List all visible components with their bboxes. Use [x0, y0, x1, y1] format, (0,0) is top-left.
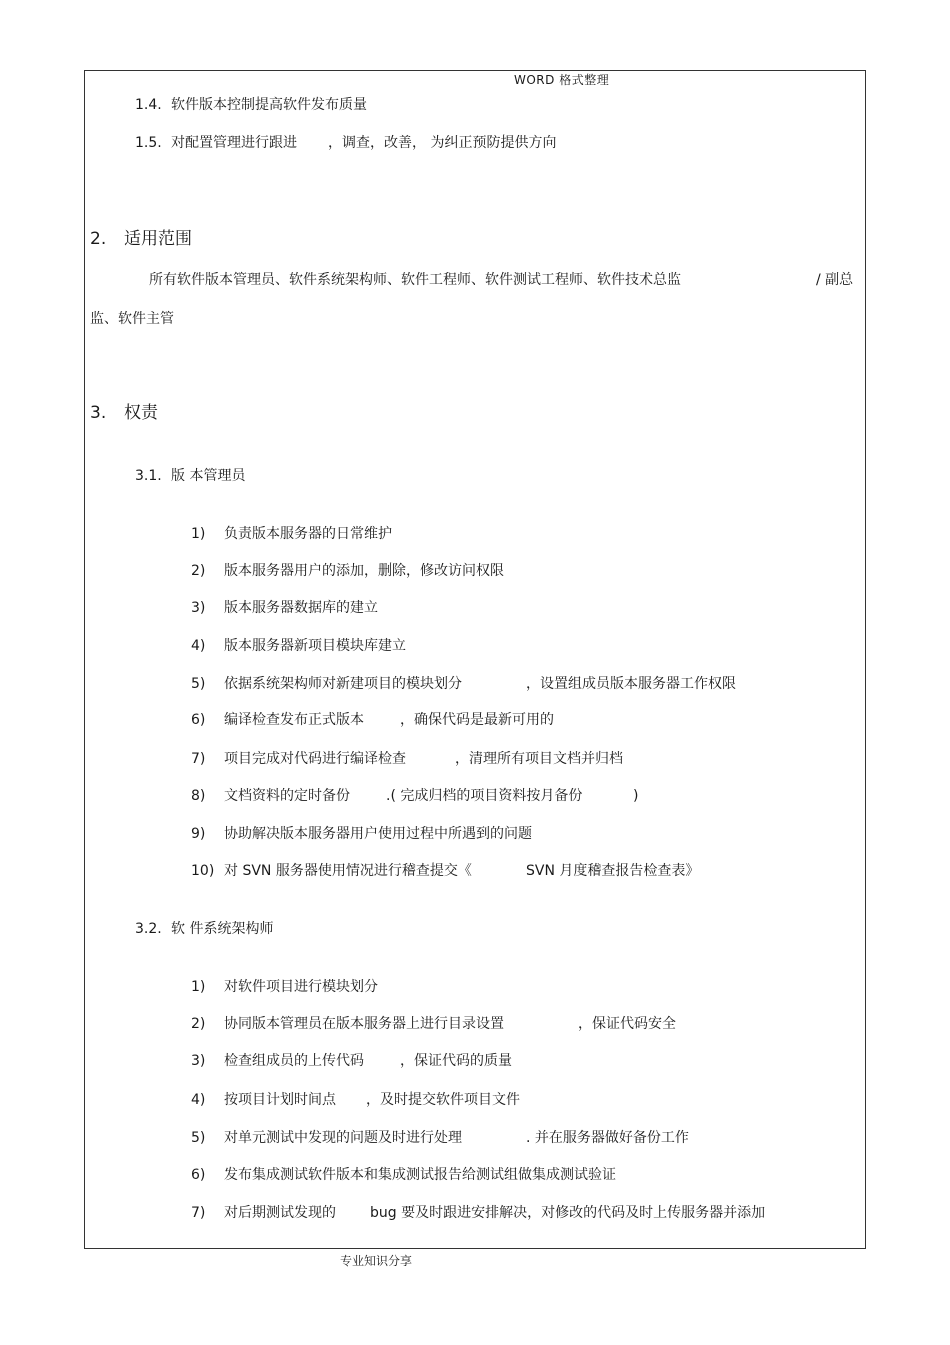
objective-text: 软件版本控制提高软件发布质量 — [171, 97, 367, 113]
list-item-number: 6) — [191, 1167, 206, 1183]
list-item-text-tail: ，设置组成员版本服务器工作权限 — [526, 676, 736, 692]
list-item-number: 1) — [191, 526, 206, 542]
objective-text-tail: ，调查，改善， 为纠正预防提供方向 — [328, 135, 557, 151]
list-item-text-tail: ，确保代码是最新可用的 — [400, 712, 554, 728]
list-item-text: 项目完成对代码进行编译检查 — [224, 751, 406, 767]
list-item-text-tail: ，保证代码安全 — [578, 1016, 676, 1032]
page-header: WORD 格式整理 — [514, 73, 610, 87]
subsection-number: 3.2. — [135, 921, 162, 937]
list-item-text: 协同版本管理员在版本服务器上进行目录设置 — [224, 1016, 504, 1032]
list-item-text: 负责版本服务器的日常维护 — [224, 526, 392, 542]
list-item-text: 版本服务器用户的添加，删除，修改访问权限 — [224, 563, 504, 579]
list-item-text: 依据系统架构师对新建项目的模块划分 — [224, 676, 462, 692]
list-item-text-tail: bug 要及时跟进安排解决，对修改的代码及时上传服务器并添加 — [370, 1205, 766, 1221]
page-footer: 专业知识分享 — [340, 1254, 413, 1268]
subsection-title: 软 件系统架构师 — [171, 921, 274, 937]
list-item-text: 发布集成测试软件版本和集成测试报告给测试组做集成测试验证 — [224, 1167, 616, 1183]
list-item-number: 4) — [191, 638, 206, 654]
list-item-text: 对软件项目进行模块划分 — [224, 979, 378, 995]
list-item-number: 3) — [191, 1053, 206, 1069]
list-item-text: 检查组成员的上传代码 — [224, 1053, 364, 1069]
scope-text-tail: / 副总 — [816, 272, 854, 288]
objective-text: 对配置管理进行跟进 — [171, 135, 297, 151]
list-item-number: 5) — [191, 676, 206, 692]
list-item-text: 对后期测试发现的 — [224, 1205, 336, 1221]
list-item-number: 7) — [191, 1205, 206, 1221]
list-item-number: 7) — [191, 751, 206, 767]
subsection-number: 3.1. — [135, 468, 162, 484]
list-item-text: 编译检查发布正式版本 — [224, 712, 364, 728]
list-item-text: 按项目计划时间点 — [224, 1092, 336, 1108]
section-title: 适用范围 — [124, 229, 192, 249]
list-item-text: 版本服务器数据库的建立 — [224, 600, 378, 616]
list-item-number: 1) — [191, 979, 206, 995]
subsection-title: 版 本管理员 — [171, 468, 246, 484]
list-item-number: 8) — [191, 788, 206, 804]
scope-text: 所有软件版本管理员、软件系统架构师、软件工程师、软件测试工程师、软件技术总监 — [149, 272, 681, 288]
list-item-number: 6) — [191, 712, 206, 728]
section-title: 权责 — [124, 403, 158, 423]
list-item-text: 协助解决版本服务器用户使用过程中所遇到的问题 — [224, 826, 532, 842]
list-item-number: 3) — [191, 600, 206, 616]
list-item-number: 5) — [191, 1130, 206, 1146]
list-item-text-tail: ，及时提交软件项目文件 — [366, 1092, 520, 1108]
list-item-text: 对单元测试中发现的问题及时进行处理 — [224, 1130, 462, 1146]
objective-number: 1.5. — [135, 135, 162, 151]
section-number: 2. — [90, 229, 107, 249]
list-item-number: 2) — [191, 563, 206, 579]
list-item-text-tail: ，清理所有项目文档并归档 — [455, 751, 623, 767]
list-item-text-tail: SVN 月度稽查报告检查表》 — [526, 863, 700, 879]
list-item-number: 10) — [191, 863, 215, 879]
list-item-text: 文档资料的定时备份 — [224, 788, 350, 804]
list-item-number: 4) — [191, 1092, 206, 1108]
list-item-text: 版本服务器新项目模块库建立 — [224, 638, 406, 654]
list-item-number: 2) — [191, 1016, 206, 1032]
list-item-text-tail-2: ) — [633, 788, 639, 804]
list-item-text-tail: .( 完成归档的项目资料按月备份 — [386, 788, 583, 804]
list-item-text: 对 SVN 服务器使用情况进行稽查提交《 — [224, 863, 472, 879]
list-item-text-tail: ，保证代码的质量 — [400, 1053, 512, 1069]
objective-number: 1.4. — [135, 97, 162, 113]
page-border — [84, 70, 866, 1249]
scope-text-continued: 监、软件主管 — [90, 311, 174, 327]
section-number: 3. — [90, 403, 107, 423]
list-item-number: 9) — [191, 826, 206, 842]
list-item-text-tail: . 并在服务器做好备份工作 — [526, 1130, 689, 1146]
